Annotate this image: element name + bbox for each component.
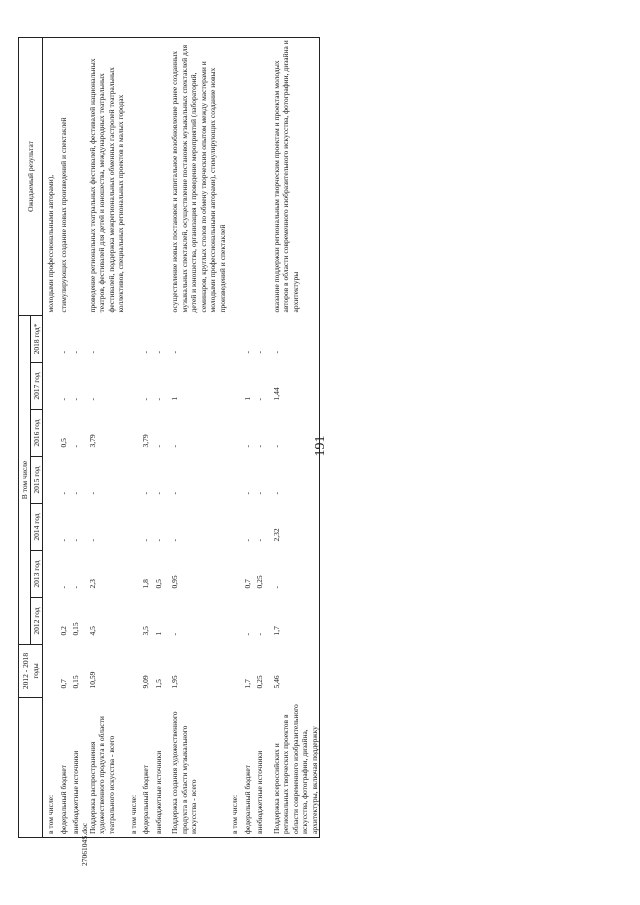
row-year-cell: - xyxy=(255,539,264,542)
row-year-cell: - xyxy=(71,492,80,495)
row-year-cell: 1,44 xyxy=(269,363,320,410)
row-year-cell: - xyxy=(269,457,320,504)
row-total-cell: 5,46 xyxy=(269,645,320,698)
row-year-cell: - xyxy=(153,492,163,495)
header-year: 2018 год* xyxy=(31,315,43,362)
row-year-cell: 0,25 xyxy=(255,575,264,589)
row-year-cell xyxy=(43,598,56,645)
row-year-cell xyxy=(227,457,240,504)
row-year-cell: 3,79 xyxy=(141,434,150,448)
row-year-cell: 2,3 xyxy=(87,579,97,589)
table-row xyxy=(240,37,253,837)
row-name-cell: внебюджетные источники xyxy=(68,698,81,838)
header-year: 2016 год xyxy=(31,410,43,457)
row-result-cell: осуществление новых постановок и капитальное возобновление ранее созданных музыкальных спектаклей, осуществление постановок музыкальных спектаклей для детей и юношества, организация и проведение мероприятий (лабораторий, семинаров, круглых столов по обмену творческим опытом между мастерами и молодыми профессиональными авторами), стимулирующих создание новых произведений и спектаклей xyxy=(167,37,227,315)
row-result-cell: проведение региональных театральных фестивалей, фестивалей национальных театров, фестивалей для детей и юношества, международных театральных фестивалей, поддержка межрегиональных обменных гастролей театральных коллективов, специальных региональных проектов в малых городах xyxy=(85,37,126,315)
row-year-cell xyxy=(126,598,139,645)
row-year-cell: - xyxy=(141,539,150,542)
row-result-cell: стимулирующих создание новых произведений и спектаклей xyxy=(56,37,69,315)
row-total-cell xyxy=(126,645,139,698)
table-row xyxy=(85,37,126,837)
row-result-cell xyxy=(240,37,253,315)
row-year-cell: - xyxy=(71,539,80,542)
table-row xyxy=(43,37,56,837)
row-total-cell: 1,5 xyxy=(153,679,163,689)
row-year-cell: 1,8 xyxy=(141,579,150,589)
row-year-cell xyxy=(227,598,240,645)
row-year-cell xyxy=(126,315,139,362)
row-name-cell: федеральный бюджет xyxy=(138,698,151,838)
header-year: 2015 год xyxy=(31,457,43,504)
row-result-cell xyxy=(68,37,81,315)
row-name-cell: внебюджетные источники xyxy=(151,698,164,838)
row-year-cell: - xyxy=(255,445,264,448)
row-year-cell: 3,5 xyxy=(141,626,150,636)
row-year-cell: 0,5 xyxy=(58,438,68,448)
row-year-cell: - xyxy=(58,351,68,354)
table-row xyxy=(227,37,240,837)
row-result-cell xyxy=(151,37,164,315)
row-year-cell: 1 xyxy=(170,396,179,401)
row-year-cell: - xyxy=(170,633,179,636)
table-row xyxy=(269,37,320,837)
row-year-cell: - xyxy=(153,445,163,448)
row-year-cell xyxy=(43,363,56,410)
row-year-cell: - xyxy=(255,492,264,495)
table-row xyxy=(56,37,69,837)
row-total-cell: 1,7 xyxy=(242,679,252,689)
row-year-cell: - xyxy=(242,351,252,354)
row-year-cell: 2,32 xyxy=(269,504,320,551)
row-total-cell: 0,15 xyxy=(71,675,80,689)
row-year-cell: - xyxy=(242,539,252,542)
row-year-cell: - xyxy=(141,351,150,354)
row-year-cell xyxy=(227,315,240,362)
row-year-cell: 1 xyxy=(153,631,163,636)
row-name-cell: федеральный бюджет xyxy=(240,698,253,838)
row-year-cell: - xyxy=(71,398,80,401)
row-year-cell: - xyxy=(71,586,80,589)
row-name-cell: Поддержка распространения художественного продукта в области театрального искусства - всего xyxy=(85,698,126,838)
footer-filename: 2706104S.doc xyxy=(80,822,89,866)
row-name-cell: в том числе: xyxy=(43,698,56,838)
row-year-cell: - xyxy=(141,492,150,495)
row-year-cell xyxy=(227,551,240,598)
row-year-cell: 0,15 xyxy=(71,622,80,636)
row-year-cell: - xyxy=(269,551,320,598)
row-result-cell: молодыми профессиональными авторами), xyxy=(43,37,56,315)
row-result-cell xyxy=(227,37,240,315)
row-year-cell: - xyxy=(255,351,264,354)
row-year-cell xyxy=(227,410,240,457)
row-year-cell xyxy=(43,504,56,551)
row-year-cell: - xyxy=(87,539,97,542)
row-year-cell: 0,2 xyxy=(58,626,68,636)
row-name-cell: в том числе: xyxy=(227,698,240,838)
row-year-cell: - xyxy=(153,398,163,401)
row-year-cell: 1 xyxy=(242,396,252,401)
row-total-cell: 10,59 xyxy=(87,671,97,689)
header-including: В том числе xyxy=(19,315,31,644)
row-year-cell: - xyxy=(153,351,163,354)
row-total-cell: 0,25 xyxy=(255,675,264,689)
table-row xyxy=(68,37,81,837)
row-year-cell: - xyxy=(170,492,179,495)
row-total-cell: 9,09 xyxy=(141,675,150,689)
row-year-cell xyxy=(126,504,139,551)
row-year-cell: 0,7 xyxy=(242,579,252,589)
row-year-cell: - xyxy=(170,445,179,448)
table-row xyxy=(138,37,151,837)
row-year-cell: - xyxy=(242,445,252,448)
row-result-cell xyxy=(126,37,139,315)
row-year-cell: 0,5 xyxy=(153,579,163,589)
row-year-cell: - xyxy=(58,492,68,495)
row-total-cell: 0,7 xyxy=(58,679,68,689)
row-year-cell: - xyxy=(170,539,179,542)
header-result: Ожидаемый результат xyxy=(19,37,43,315)
row-name-cell: федеральный бюджет xyxy=(56,698,69,838)
row-year-cell xyxy=(43,457,56,504)
row-year-cell: 4,5 xyxy=(87,626,97,636)
row-year-cell: - xyxy=(170,351,179,354)
row-year-cell: - xyxy=(255,398,264,401)
page-number: 191 xyxy=(313,435,328,457)
header-total: 2012 - 2018 годы xyxy=(19,645,43,698)
table-row xyxy=(151,37,164,837)
row-year-cell xyxy=(43,551,56,598)
row-year-cell: - xyxy=(71,445,80,448)
row-year-cell: - xyxy=(58,539,68,542)
row-total-cell xyxy=(227,645,240,698)
row-year-cell xyxy=(126,363,139,410)
row-year-cell xyxy=(227,504,240,551)
row-year-cell xyxy=(126,410,139,457)
row-name-cell: внебюджетные источники xyxy=(252,698,265,838)
row-year-cell: 1,7 xyxy=(269,598,320,645)
row-year-cell: - xyxy=(87,351,97,354)
row-year-cell xyxy=(43,410,56,457)
header-blank xyxy=(19,698,43,838)
row-total-cell: 1,95 xyxy=(170,675,179,689)
row-year-cell: - xyxy=(242,492,252,495)
row-result-cell: оказание поддержки региональным творческим проектам и проектам молодых авторов в области современного изобразительного искусства, фотографии, дизайна и архитектуры xyxy=(269,37,320,315)
row-year-cell xyxy=(126,457,139,504)
table-row xyxy=(252,37,265,837)
row-year-cell: - xyxy=(71,351,80,354)
row-year-cell: 3,79 xyxy=(87,434,97,448)
rotated-table-container xyxy=(18,38,620,838)
row-year-cell: - xyxy=(269,410,320,457)
row-year-cell: - xyxy=(255,633,264,636)
header-year: 2014 год xyxy=(31,504,43,551)
table-body xyxy=(43,37,320,837)
row-year-cell xyxy=(227,363,240,410)
header-year: 2017 год xyxy=(31,363,43,410)
row-year-cell: - xyxy=(153,539,163,542)
row-year-cell: - xyxy=(87,398,97,401)
header-year: 2012 год xyxy=(31,598,43,645)
row-year-cell: - xyxy=(269,315,320,362)
row-name-cell: Поддержка создания художественного продукта в области музыкального искусства - всего xyxy=(167,698,227,838)
row-year-cell xyxy=(43,315,56,362)
row-year-cell: - xyxy=(87,492,97,495)
table-row xyxy=(167,37,227,837)
row-result-cell xyxy=(252,37,265,315)
row-result-cell xyxy=(138,37,151,315)
row-year-cell: - xyxy=(58,398,68,401)
header-year: 2013 год xyxy=(31,551,43,598)
program-funding-table xyxy=(18,37,320,838)
row-year-cell: 0,95 xyxy=(170,575,179,589)
row-total-cell xyxy=(43,645,56,698)
row-name-cell: в том числе: xyxy=(126,698,139,838)
row-name-cell: Поддержка всероссийских и региональных творческих проектов в области современного изобразительного искусства, фотографии, дизайна, архитектуры, включая поддержку xyxy=(269,698,320,838)
row-year-cell: - xyxy=(242,633,252,636)
table-row xyxy=(126,37,139,837)
row-year-cell xyxy=(126,551,139,598)
row-year-cell: - xyxy=(58,586,68,589)
row-year-cell: - xyxy=(141,398,150,401)
